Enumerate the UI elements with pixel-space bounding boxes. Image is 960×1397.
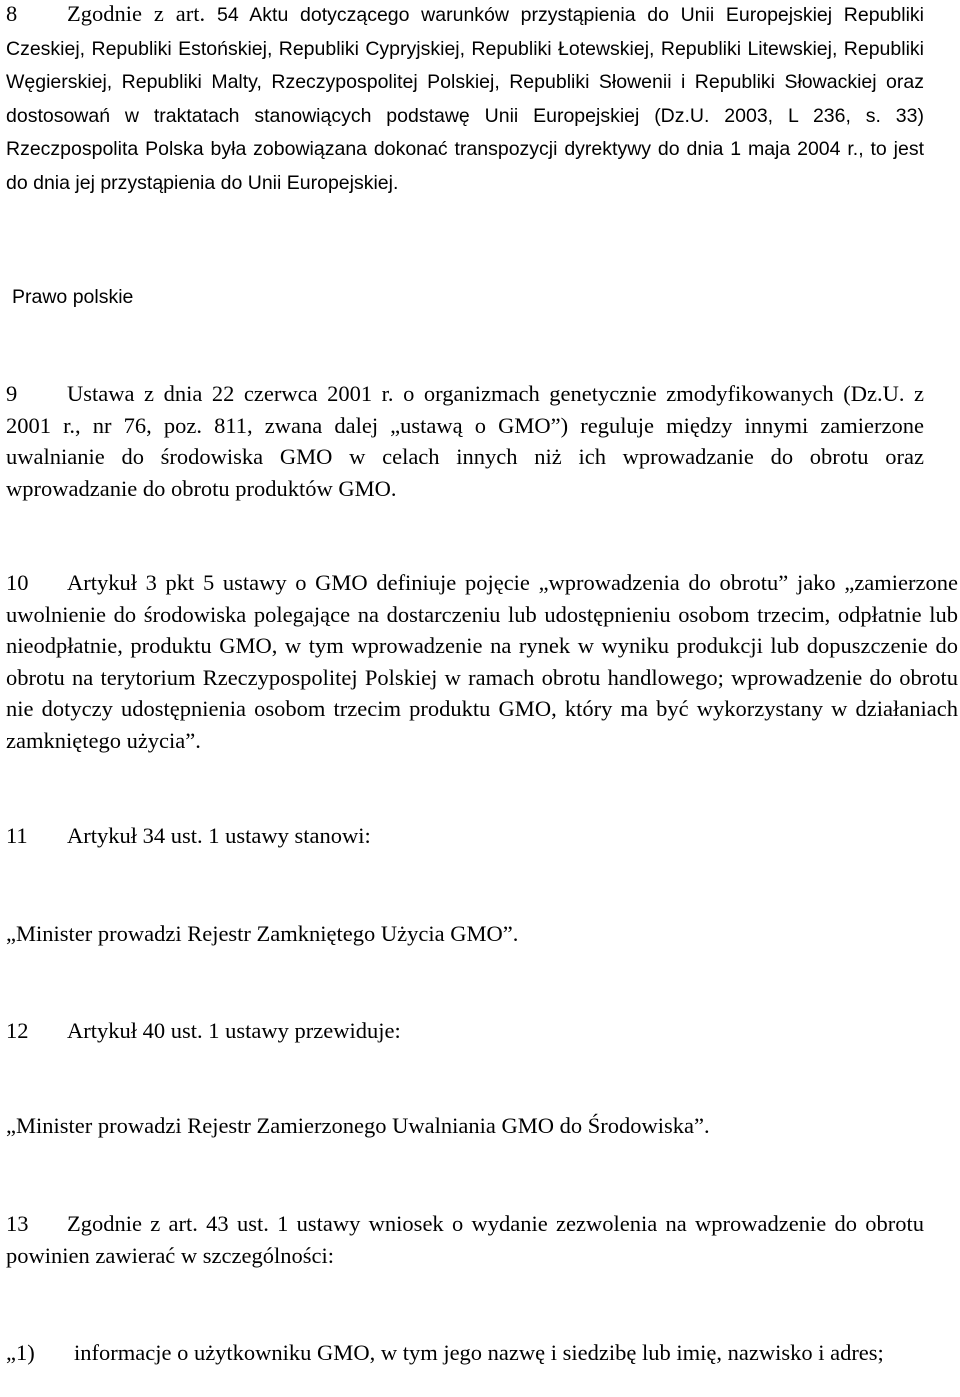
footnote-number: 9 (6, 381, 18, 406)
footnote-text: Artykuł 34 ust. 1 ustawy stanowi: (67, 823, 371, 848)
list-item-text: informacje o użytkowniku GMO, w tym jego nazwę i siedzibę lub imię, nazwisko i adres; (74, 1340, 884, 1365)
footnote-text: Ustawa z dnia 22 czerwca 2001 r. o organizmach genetycznie zmodyfikowanych (Dz.U. z 2001 r., nr 76, poz. 811, zwana dalej „ustawą o GMO”) reguluje między innymi zamierzone uwalnianie do środowiska GMO w celach innych niż ich wprowadzanie do obrotu oraz wprowadzanie do obrotu produktów GMO. (6, 381, 924, 501)
footnote-9 (6, 378, 924, 504)
footnote-10 (6, 567, 958, 757)
footnote-number: 13 (6, 1211, 29, 1236)
list-item-number: „1) (6, 1340, 35, 1365)
footnote-number: 11 (6, 823, 28, 848)
footnote-8 (6, 0, 924, 200)
footnote-text: Zgodnie z art. 43 ust. 1 ustawy wniosek o wydanie zezwolenia na wprowadzenie do obrotu powinien zawierać w szczególności: (6, 1211, 924, 1268)
footnote-number: 8 (6, 1, 18, 26)
list-item (6, 1337, 930, 1369)
quote-footnote-12: „Minister prowadzi Rejestr Zamierzonego Uwalniania GMO do Środowiska”. (6, 1113, 710, 1138)
footnote-11 (6, 820, 924, 852)
footnote-12 (6, 1015, 924, 1047)
footnote-number: 10 (6, 570, 29, 595)
footnote-text: Artykuł 40 ust. 1 ustawy przewiduje: (67, 1018, 401, 1043)
section-heading: Prawo polskie (12, 286, 134, 308)
quote-footnote-11: „Minister prowadzi Rejestr Zamkniętego Użycia GMO”. (6, 921, 519, 946)
footnote-number: 12 (6, 1018, 29, 1043)
footnote-text-start: Zgodnie z art. (67, 1, 217, 26)
footnote-13 (6, 1208, 924, 1271)
footnote-text: Artykuł 3 pkt 5 ustawy o GMO definiuje pojęcie „wprowadzenia do obrotu” jako „zamierzone uwolnienie do środowiska polegające na dostarczeniu lub udostępnieniu osobom trzecim, odpłatnie lub nieodpłatnie, produktu GMO, w tym wprowadzenie na rynek w wyniku produkcji lub dopuszczenie do obrotu na terytorium Rzeczypospolitej Polskiej w ramach obrotu handlowego; wprowadzenie do obrotu nie dotyczy udostępnienia osobom trzecim produktu GMO, który ma być wykorzystany w działaniach zamkniętego użycia”. (6, 570, 958, 753)
footnote-text: 54 Aktu dotyczącego warunków przystąpienia do Unii Europejskiej Republiki Czeskiej, Republiki Estońskiej, Republiki Cypryjskiej, Republiki Łotewskiej, Republiki Litewskiej, Republiki Węgierskiej, Republiki Malty, Rzeczypospolitej Polskiej, Republiki Słowenii i Republiki Słowackiej oraz dostosowań w traktatach stanowiących podstawę Unii Europejskiej (Dz.U. 2003, L 236, s. 33) Rzeczpospolita Polska była zobowiązana dokonać transpozycji dyrektywy do dnia 1 maja 2004 r., to jest do dnia jej przystąpienia do Unii Europejskiej. (6, 4, 924, 194)
